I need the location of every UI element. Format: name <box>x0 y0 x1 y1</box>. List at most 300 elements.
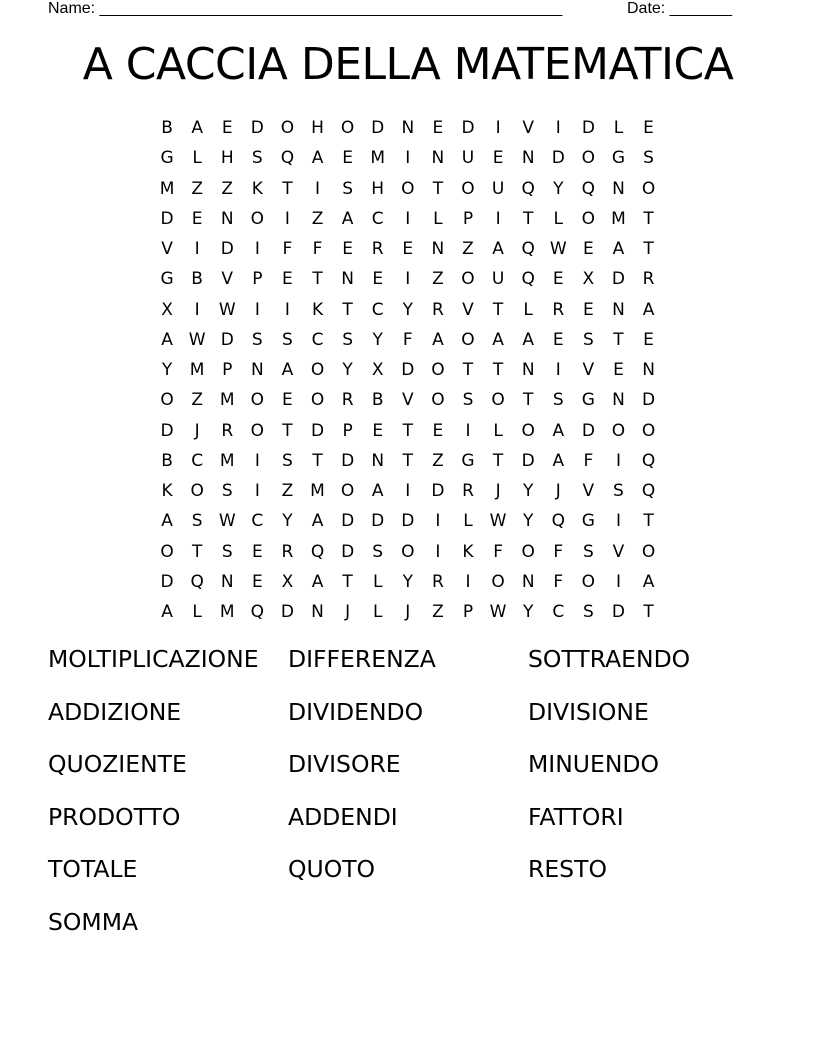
grid-letter[interactable]: V <box>582 360 595 381</box>
grid-letter[interactable]: J <box>405 602 411 623</box>
grid-letter[interactable]: Y <box>522 602 534 623</box>
grid-letter[interactable]: Y <box>282 511 293 532</box>
grid-letter[interactable]: A <box>161 329 173 350</box>
grid-letter[interactable]: N <box>341 269 354 290</box>
grid-letter[interactable]: X <box>371 360 384 381</box>
grid-letter[interactable]: T <box>613 329 624 350</box>
date-field[interactable]: Date: _______ <box>627 0 732 17</box>
word-list-item: MINUENDO <box>528 750 660 779</box>
grid-letter[interactable]: N <box>521 571 535 592</box>
grid-row <box>152 597 664 627</box>
grid-letter[interactable]: F <box>282 239 293 260</box>
grid-letter[interactable]: D <box>220 239 234 260</box>
grid-letter[interactable]: O <box>250 420 265 441</box>
grid-letter[interactable]: R <box>552 299 565 320</box>
grid-letter[interactable]: A <box>492 239 504 260</box>
grid-letter[interactable]: O <box>581 571 596 592</box>
grid-letter[interactable]: F <box>312 239 323 260</box>
grid-letter[interactable]: O <box>431 390 445 411</box>
grid-letter[interactable]: A <box>191 118 203 139</box>
grid-letter[interactable]: E <box>432 118 444 139</box>
grid-letter[interactable]: Y <box>372 329 383 350</box>
grid-letter[interactable]: D <box>521 450 535 471</box>
grid-letter[interactable]: D <box>160 571 174 592</box>
grid-letter[interactable]: T <box>643 239 654 260</box>
grid-letter[interactable]: S <box>282 329 293 350</box>
grid-letter[interactable]: A <box>311 571 324 592</box>
grid-letter[interactable]: S <box>191 511 203 532</box>
grid-letter[interactable]: A <box>492 329 504 350</box>
grid-letter[interactable]: I <box>465 420 471 441</box>
grid-letter[interactable]: O <box>340 118 355 139</box>
grid-letter[interactable]: U <box>461 148 475 169</box>
grid-letter[interactable]: I <box>254 450 260 471</box>
grid-letter[interactable]: P <box>222 360 233 381</box>
grid-letter[interactable]: E <box>552 329 564 350</box>
grid-letter[interactable]: S <box>282 450 293 471</box>
grid-letter[interactable]: O <box>401 541 415 562</box>
grid-letter[interactable]: E <box>402 239 414 260</box>
grid-letter[interactable]: M <box>310 481 325 502</box>
grid-letter[interactable]: O <box>581 208 596 229</box>
grid-letter[interactable]: W <box>489 511 507 532</box>
grid-letter[interactable]: K <box>311 299 324 320</box>
grid-letter[interactable]: Q <box>521 239 535 260</box>
grid-letter[interactable]: T <box>522 208 534 229</box>
grid-letter[interactable]: T <box>191 541 203 562</box>
grid-letter[interactable]: Y <box>522 481 534 502</box>
grid-letter[interactable]: L <box>192 148 202 169</box>
grid-letter[interactable]: E <box>191 208 203 229</box>
grid-letter[interactable]: O <box>250 208 265 229</box>
grid-letter[interactable]: P <box>462 208 474 229</box>
grid-letter[interactable]: C <box>371 208 384 229</box>
grid-letter[interactable]: T <box>342 299 353 320</box>
grid-row <box>152 385 664 415</box>
grid-letter[interactable]: E <box>582 239 594 260</box>
grid-letter[interactable]: D <box>310 420 325 441</box>
grid-letter[interactable]: D <box>160 420 174 441</box>
grid-letter[interactable]: I <box>495 118 501 139</box>
grid-letter[interactable]: O <box>641 541 656 562</box>
grid-letter[interactable]: O <box>280 118 295 139</box>
grid-letter[interactable]: R <box>431 571 444 592</box>
grid-letter[interactable]: S <box>251 329 263 350</box>
grid-letter[interactable]: O <box>641 178 656 199</box>
grid-letter[interactable]: V <box>582 481 595 502</box>
grid-letter[interactable]: N <box>220 208 234 229</box>
grid-letter[interactable]: I <box>615 571 621 592</box>
grid-letter[interactable]: R <box>371 239 384 260</box>
grid-letter[interactable]: Y <box>522 511 534 532</box>
grid-letter[interactable]: E <box>342 148 353 169</box>
grid-letter[interactable]: O <box>431 360 445 381</box>
grid-letter[interactable]: I <box>254 481 260 502</box>
grid-letter[interactable]: W <box>218 299 236 320</box>
grid-letter[interactable]: Z <box>191 178 203 199</box>
grid-letter[interactable]: S <box>613 481 624 502</box>
grid-letter[interactable]: L <box>372 602 383 623</box>
grid-letter[interactable]: Z <box>191 390 203 411</box>
grid-letter[interactable]: N <box>612 299 625 320</box>
grid-letter[interactable]: I <box>495 208 501 229</box>
grid-letter[interactable]: I <box>615 450 621 471</box>
grid-letter[interactable]: D <box>371 511 385 532</box>
grid-letter[interactable]: L <box>613 118 624 139</box>
grid-letter[interactable]: T <box>282 178 293 199</box>
grid-letter[interactable]: A <box>311 511 324 532</box>
grid-letter[interactable]: V <box>522 118 534 139</box>
grid-letter[interactable]: L <box>493 420 503 441</box>
grid-letter[interactable]: Z <box>462 239 474 260</box>
grid-letter[interactable]: N <box>311 602 324 623</box>
grid-letter[interactable]: I <box>194 299 200 320</box>
grid-letter[interactable]: D <box>642 390 656 411</box>
grid-letter[interactable]: D <box>431 481 445 502</box>
grid-letter[interactable]: S <box>251 148 263 169</box>
grid-letter[interactable]: S <box>582 602 594 623</box>
grid-letter[interactable]: I <box>405 481 411 502</box>
grid-letter[interactable]: Q <box>551 511 565 532</box>
grid-letter[interactable]: G <box>461 450 475 471</box>
grid-letter[interactable]: T <box>402 420 413 441</box>
grid-letter[interactable]: I <box>284 299 290 320</box>
grid-letter[interactable]: A <box>522 329 534 350</box>
grid-letter[interactable]: T <box>522 390 534 411</box>
grid-letter[interactable]: M <box>159 178 175 199</box>
grid-letter[interactable]: V <box>612 541 625 562</box>
grid-letter[interactable]: J <box>555 481 561 502</box>
grid-letter[interactable]: L <box>523 299 533 320</box>
grid-letter[interactable]: D <box>581 118 595 139</box>
grid-letter[interactable]: K <box>462 541 474 562</box>
grid-letter[interactable]: T <box>282 420 293 441</box>
grid-letter[interactable]: D <box>220 329 234 350</box>
grid-letter[interactable]: O <box>310 360 325 381</box>
grid-letter[interactable]: O <box>160 390 174 411</box>
grid-letter[interactable]: I <box>435 541 441 562</box>
grid-letter[interactable]: L <box>192 602 202 623</box>
grid-letter[interactable]: D <box>341 511 355 532</box>
grid-letter[interactable]: Q <box>641 450 656 471</box>
grid-letter[interactable]: S <box>342 178 353 199</box>
grid-letter[interactable]: L <box>372 571 383 592</box>
grid-letter[interactable]: A <box>341 208 354 229</box>
grid-letter[interactable]: E <box>552 269 564 290</box>
grid-letter[interactable]: T <box>643 602 654 623</box>
grid-letter[interactable]: Q <box>310 541 325 562</box>
grid-letter[interactable]: H <box>371 178 385 199</box>
grid-letter[interactable]: I <box>315 178 321 199</box>
grid-letter[interactable]: N <box>431 148 445 169</box>
grid-letter[interactable]: A <box>161 602 173 623</box>
grid-letter[interactable]: S <box>372 541 384 562</box>
grid-letter[interactable]: E <box>643 118 654 139</box>
grid-letter[interactable]: Y <box>402 571 413 592</box>
grid-letter[interactable]: D <box>401 360 415 381</box>
grid-letter[interactable]: N <box>220 571 234 592</box>
grid-letter[interactable]: U <box>491 269 505 290</box>
grid-row <box>152 446 664 476</box>
grid-letter[interactable]: R <box>221 420 234 441</box>
grid-letter[interactable]: D <box>250 118 264 139</box>
grid-letter[interactable]: A <box>432 329 444 350</box>
grid-letter[interactable]: C <box>371 299 384 320</box>
grid-letter[interactable]: A <box>281 360 294 381</box>
grid-letter[interactable]: D <box>581 420 595 441</box>
grid-letter[interactable]: X <box>582 269 595 290</box>
grid-letter[interactable]: S <box>582 541 594 562</box>
grid-letter[interactable]: F <box>553 571 564 592</box>
grid-letter[interactable]: N <box>431 239 445 260</box>
grid-letter[interactable]: O <box>160 541 174 562</box>
letter-grid <box>152 113 664 627</box>
grid-letter[interactable]: B <box>371 390 384 411</box>
grid-letter[interactable]: T <box>643 511 654 532</box>
grid-letter[interactable]: W <box>549 239 567 260</box>
grid-letter[interactable]: I <box>254 299 260 320</box>
grid-letter[interactable]: Z <box>432 269 444 290</box>
grid-letter[interactable]: Q <box>280 148 295 169</box>
grid-letter[interactable]: K <box>161 481 173 502</box>
grid-letter[interactable]: E <box>492 148 504 169</box>
grid-letter[interactable]: C <box>311 329 324 350</box>
grid-letter[interactable]: T <box>643 208 654 229</box>
grid-letter[interactable]: M <box>370 148 386 169</box>
grid-letter[interactable]: A <box>642 571 655 592</box>
grid-letter[interactable]: L <box>463 511 473 532</box>
grid-letter[interactable]: I <box>194 239 200 260</box>
grid-letter[interactable]: Q <box>190 571 204 592</box>
grid-letter[interactable]: S <box>342 329 353 350</box>
grid-letter[interactable]: M <box>219 450 235 471</box>
grid-letter[interactable]: Z <box>432 602 444 623</box>
grid-letter[interactable]: F <box>402 329 413 350</box>
grid-letter[interactable]: A <box>161 511 173 532</box>
grid-letter[interactable]: H <box>311 118 324 139</box>
grid-letter[interactable]: J <box>495 481 501 502</box>
grid-letter[interactable]: R <box>462 481 474 502</box>
grid-letter[interactable]: N <box>612 178 625 199</box>
grid-letter[interactable]: F <box>553 541 564 562</box>
grid-letter[interactable]: E <box>251 571 263 592</box>
grid-letter[interactable]: Y <box>342 360 353 381</box>
grid-letter[interactable]: N <box>401 118 415 139</box>
grid-letter[interactable]: V <box>221 269 234 290</box>
grid-letter[interactable]: R <box>341 390 354 411</box>
grid-letter[interactable]: S <box>643 148 654 169</box>
grid-letter[interactable]: Q <box>641 481 656 502</box>
grid-letter[interactable]: Q <box>521 178 535 199</box>
grid-letter[interactable]: A <box>612 239 625 260</box>
grid-letter[interactable]: E <box>372 269 384 290</box>
grid-letter[interactable]: W <box>218 511 236 532</box>
grid-letter[interactable]: O <box>611 420 626 441</box>
grid-letter[interactable]: G <box>581 511 595 532</box>
grid-letter[interactable]: O <box>461 269 475 290</box>
grid-letter[interactable]: Z <box>311 208 324 229</box>
word-list-item: TOTALE <box>48 855 138 884</box>
grid-letter[interactable]: V <box>161 239 173 260</box>
grid-letter[interactable]: O <box>461 178 475 199</box>
grid-letter[interactable]: E <box>432 420 444 441</box>
grid-letter[interactable]: G <box>160 148 174 169</box>
name-field[interactable]: Name: ____________________________________________________ <box>48 0 563 17</box>
grid-letter[interactable]: N <box>642 360 655 381</box>
grid-letter[interactable]: T <box>432 178 444 199</box>
grid-letter[interactable]: S <box>552 390 564 411</box>
grid-letter[interactable]: S <box>462 390 474 411</box>
grid-letter[interactable]: A <box>642 299 655 320</box>
grid-letter[interactable]: G <box>581 390 595 411</box>
grid-letter[interactable]: I <box>254 239 260 260</box>
grid-letter[interactable]: N <box>371 450 385 471</box>
grid-letter[interactable]: D <box>341 541 355 562</box>
grid-letter[interactable]: I <box>405 208 411 229</box>
word-list-item: MOLTIPLICAZIONE <box>48 645 259 673</box>
grid-letter[interactable]: N <box>612 390 625 411</box>
grid-letter[interactable]: Y <box>553 178 564 199</box>
grid-letter[interactable]: X <box>161 299 173 320</box>
grid-letter[interactable]: X <box>281 571 294 592</box>
grid-letter[interactable]: R <box>281 541 294 562</box>
grid-letter[interactable]: O <box>250 390 265 411</box>
grid-letter[interactable]: E <box>221 118 233 139</box>
grid-letter[interactable]: D <box>551 148 565 169</box>
grid-letter[interactable]: K <box>251 178 263 199</box>
grid-letter[interactable]: M <box>611 208 626 229</box>
grid-letter[interactable]: O <box>190 481 204 502</box>
grid-letter[interactable]: O <box>310 390 325 411</box>
grid-letter[interactable]: T <box>462 360 474 381</box>
grid-letter[interactable]: U <box>491 178 505 199</box>
grid-letter[interactable]: E <box>282 390 293 411</box>
grid-letter[interactable]: D <box>401 511 415 532</box>
grid-letter[interactable]: P <box>342 420 353 441</box>
grid-letter[interactable]: S <box>221 541 233 562</box>
grid-letter[interactable]: I <box>555 360 561 381</box>
grid-letter[interactable]: Q <box>581 178 596 199</box>
grid-letter[interactable]: O <box>340 481 355 502</box>
grid-letter[interactable]: N <box>521 148 535 169</box>
grid-letter[interactable]: Y <box>161 360 173 381</box>
grid-letter[interactable]: J <box>194 420 200 441</box>
grid-letter[interactable]: I <box>284 208 290 229</box>
grid-letter[interactable]: T <box>492 299 504 320</box>
grid-letter[interactable]: Q <box>521 269 535 290</box>
grid-letter[interactable]: I <box>465 571 471 592</box>
grid-letter[interactable]: D <box>611 602 625 623</box>
grid-row <box>152 325 664 355</box>
grid-letter[interactable]: O <box>641 420 656 441</box>
grid-letter[interactable]: O <box>581 148 596 169</box>
grid-letter[interactable]: E <box>643 329 654 350</box>
grid-letter[interactable]: J <box>345 602 351 623</box>
grid-letter[interactable]: Z <box>281 481 294 502</box>
grid-letter[interactable]: E <box>282 269 293 290</box>
grid-letter[interactable]: T <box>342 571 353 592</box>
grid-letter[interactable]: D <box>371 118 385 139</box>
grid-letter[interactable]: B <box>161 450 173 471</box>
grid-letter[interactable]: Q <box>250 602 265 623</box>
grid-letter[interactable]: V <box>462 299 474 320</box>
grid-letter[interactable]: Z <box>221 178 234 199</box>
grid-letter[interactable]: M <box>189 360 205 381</box>
grid-letter[interactable]: O <box>401 178 415 199</box>
grid-letter[interactable]: G <box>160 269 174 290</box>
grid-letter[interactable]: A <box>371 481 384 502</box>
grid-letter[interactable]: T <box>312 269 323 290</box>
grid-letter[interactable]: T <box>492 360 504 381</box>
grid-letter[interactable]: W <box>489 602 507 623</box>
grid-letter[interactable]: S <box>221 481 233 502</box>
grid-letter[interactable]: E <box>342 239 353 260</box>
grid-letter[interactable]: E <box>251 541 263 562</box>
grid-letter[interactable]: B <box>161 118 173 139</box>
grid-letter[interactable]: R <box>642 269 655 290</box>
grid-letter[interactable]: T <box>492 450 504 471</box>
grid-letter[interactable]: A <box>552 450 565 471</box>
grid-letter[interactable]: M <box>219 602 235 623</box>
grid-letter[interactable]: R <box>431 299 444 320</box>
grid-letter[interactable]: O <box>491 571 505 592</box>
grid-letter[interactable]: F <box>583 450 594 471</box>
grid-letter[interactable]: C <box>191 450 204 471</box>
grid-letter[interactable]: O <box>461 329 475 350</box>
grid-letter[interactable]: A <box>552 420 565 441</box>
grid-letter[interactable]: B <box>191 269 203 290</box>
grid-letter[interactable]: I <box>405 269 411 290</box>
grid-letter[interactable]: E <box>582 299 594 320</box>
grid-letter[interactable]: D <box>160 208 174 229</box>
grid-letter[interactable]: C <box>251 511 264 532</box>
grid-letter[interactable]: P <box>252 269 263 290</box>
grid-letter[interactable]: M <box>219 390 235 411</box>
grid-letter[interactable]: A <box>311 148 324 169</box>
grid-letter[interactable]: D <box>461 118 475 139</box>
grid-letter[interactable]: H <box>220 148 234 169</box>
grid-letter[interactable]: I <box>615 511 621 532</box>
grid-letter[interactable]: I <box>405 148 411 169</box>
grid-letter[interactable]: O <box>491 390 505 411</box>
grid-letter[interactable]: C <box>552 602 565 623</box>
grid-row <box>152 295 664 325</box>
grid-letter[interactable]: V <box>401 390 414 411</box>
grid-letter[interactable]: D <box>611 269 625 290</box>
grid-letter[interactable]: W <box>188 329 206 350</box>
grid-letter[interactable]: E <box>613 360 624 381</box>
grid-letter[interactable]: I <box>435 511 441 532</box>
grid-letter[interactable]: I <box>555 118 561 139</box>
grid-letter[interactable]: L <box>553 208 563 229</box>
grid-letter[interactable]: O <box>521 420 535 441</box>
grid-letter[interactable]: T <box>312 450 323 471</box>
grid-letter[interactable]: D <box>280 602 294 623</box>
grid-letter[interactable]: S <box>582 329 594 350</box>
grid-letter[interactable]: Z <box>432 450 444 471</box>
grid-letter[interactable]: T <box>402 450 413 471</box>
grid-letter[interactable]: D <box>341 450 355 471</box>
grid-letter[interactable]: L <box>433 208 443 229</box>
grid-letter[interactable]: P <box>462 602 474 623</box>
grid-letter[interactable]: G <box>611 148 626 169</box>
grid-letter[interactable]: O <box>521 541 535 562</box>
grid-letter[interactable]: Y <box>402 299 413 320</box>
grid-letter[interactable]: N <box>250 360 264 381</box>
grid-letter[interactable]: F <box>493 541 503 562</box>
grid-letter[interactable]: E <box>372 420 384 441</box>
grid-letter[interactable]: N <box>521 360 535 381</box>
